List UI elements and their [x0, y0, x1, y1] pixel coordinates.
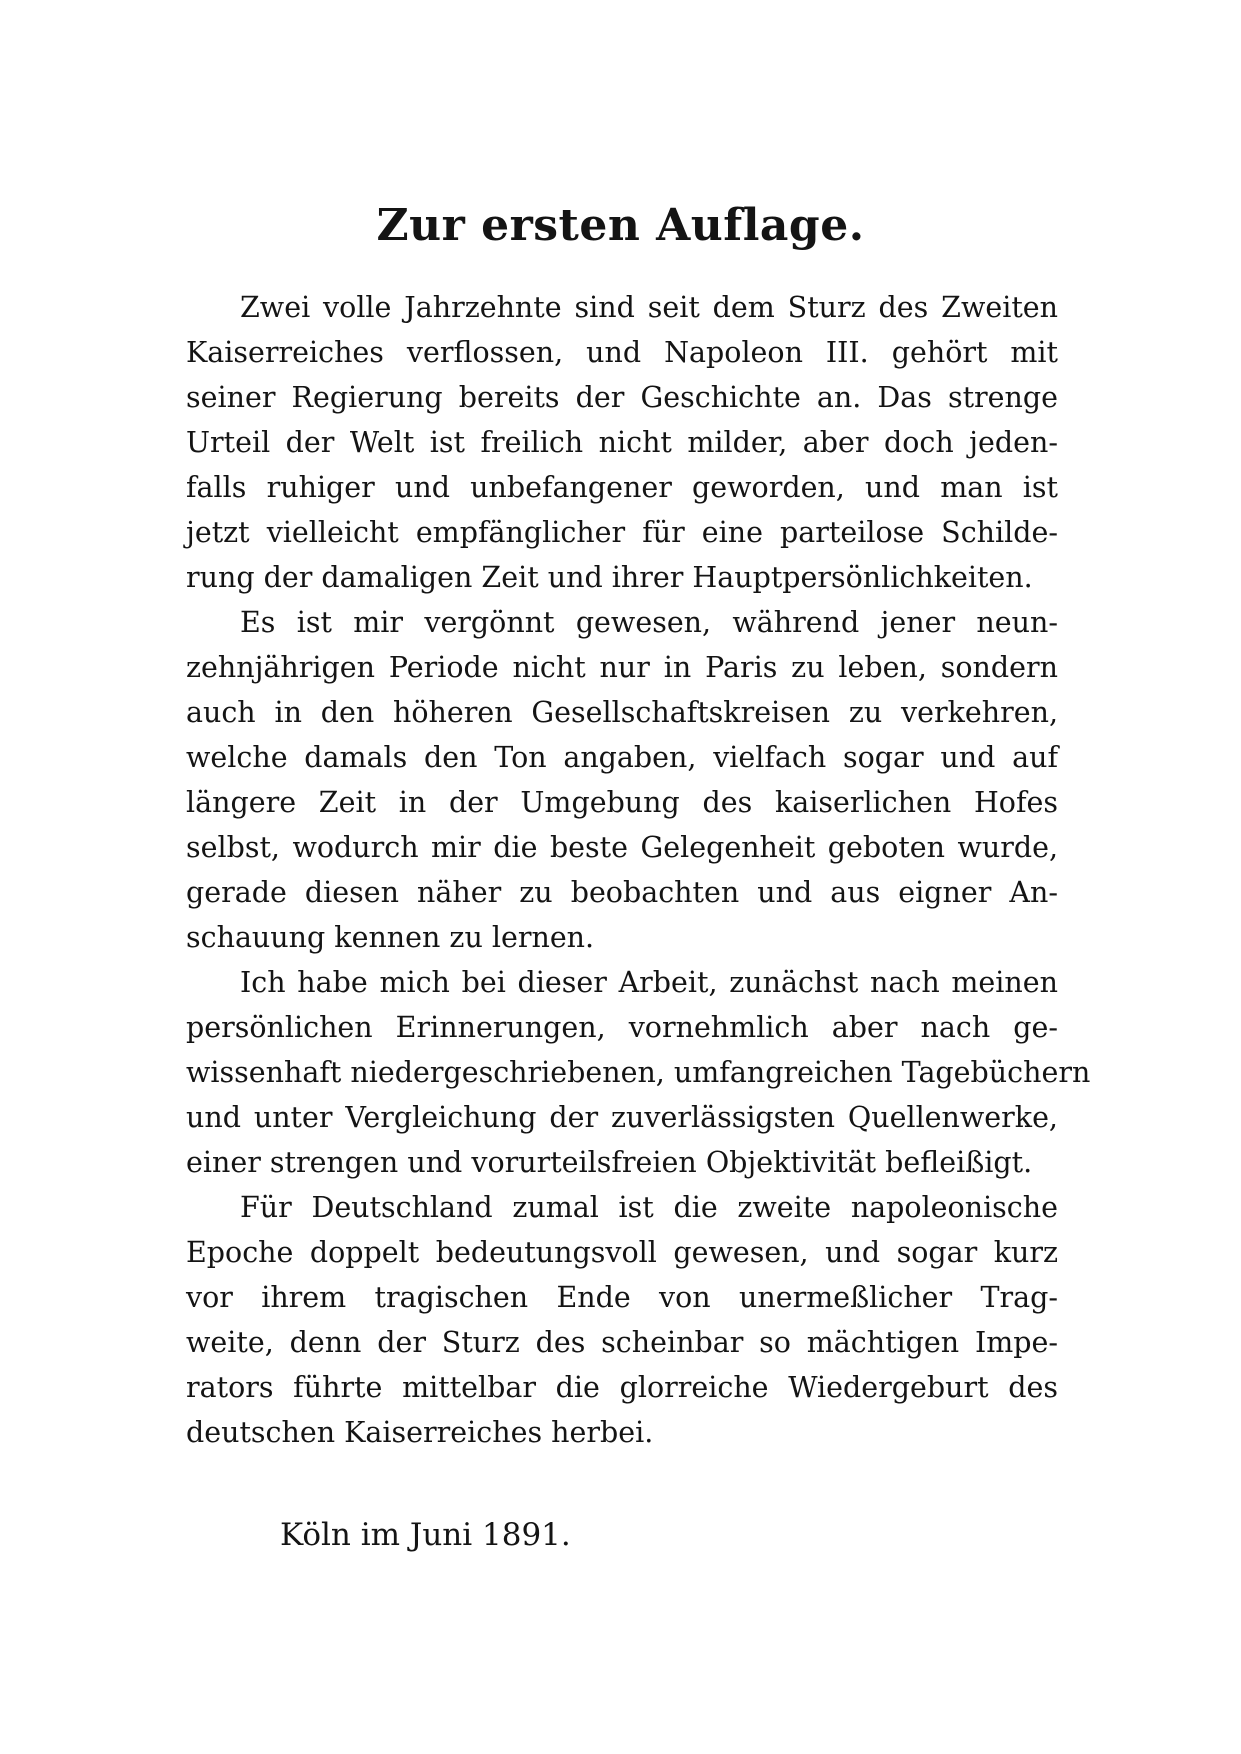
- text-line: weite, denn der Sturz des scheinbar so mächtigen Impe-: [186, 1326, 1058, 1359]
- text-line: rators führte mittelbar die glorreiche Wiedergeburt des: [186, 1371, 1058, 1404]
- text-line: selbst, wodurch mir die beste Gelegenheit geboten wurde,: [186, 831, 1058, 864]
- text-line: jetzt vielleicht empfänglicher für eine parteilose Schilde-: [186, 516, 1058, 549]
- chapter-heading: Zur ersten Auflage.: [376, 200, 865, 251]
- text-line: einer strengen und vorurteilsfreien Objektivität befleißigt.: [186, 1146, 1033, 1179]
- text-line: auch in den höheren Gesellschaftskreisen zu verkehren,: [186, 696, 1058, 729]
- text-line: Ich habe mich bei dieser Arbeit, zunächst nach meinen: [240, 966, 1058, 999]
- text-line: wissenhaft niedergeschriebenen, umfangreichen Tagebüchern: [186, 1056, 1091, 1089]
- text-line: gerade diesen näher zu beobachten und aus eigner An-: [186, 876, 1058, 909]
- text-line: persönlichen Erinnerungen, vornehmlich aber nach ge-: [186, 1011, 1058, 1044]
- text-line: Es ist mir vergönnt gewesen, während jener neun-: [240, 606, 1058, 639]
- body-text: [186, 285, 1091, 1455]
- text-line: Für Deutschland zumal ist die zweite napoleonische: [240, 1191, 1058, 1224]
- text-line: rung der damaligen Zeit und ihrer Hauptpersönlichkeiten.: [186, 561, 1033, 594]
- text-line: und unter Vergleichung der zuverlässigsten Quellenwerke,: [186, 1101, 1058, 1134]
- text-line: welche damals den Ton angaben, vielfach sogar und auf: [186, 741, 1058, 774]
- text-line: deutschen Kaiserreiches herbei.: [186, 1416, 654, 1449]
- text-line: Kaiserreiches verflossen, und Napoleon III. gehört mit: [186, 336, 1058, 369]
- text-line: Epoche doppelt bedeutungsvoll gewesen, und sogar kurz: [186, 1236, 1058, 1269]
- text-line: Urteil der Welt ist freilich nicht milder, aber doch jeden-: [186, 426, 1058, 459]
- text-line: seiner Regierung bereits der Geschichte an. Das strenge: [186, 381, 1058, 414]
- text-line: Zwei volle Jahrzehnte sind seit dem Sturz des Zweiten: [240, 291, 1058, 324]
- text-line: zehnjährigen Periode nicht nur in Paris zu leben, sondern: [186, 651, 1058, 684]
- text-line: längere Zeit in der Umgebung des kaiserlichen Hofes: [186, 786, 1058, 819]
- text-line: vor ihrem tragischen Ende von unermeßlicher Trag-: [186, 1281, 1058, 1314]
- text-line: schauung kennen zu lernen.: [186, 921, 595, 954]
- text-line: falls ruhiger und unbefangener geworden, und man ist: [186, 471, 1058, 504]
- place-date-signature: Köln im Juni 1891.: [280, 1517, 571, 1553]
